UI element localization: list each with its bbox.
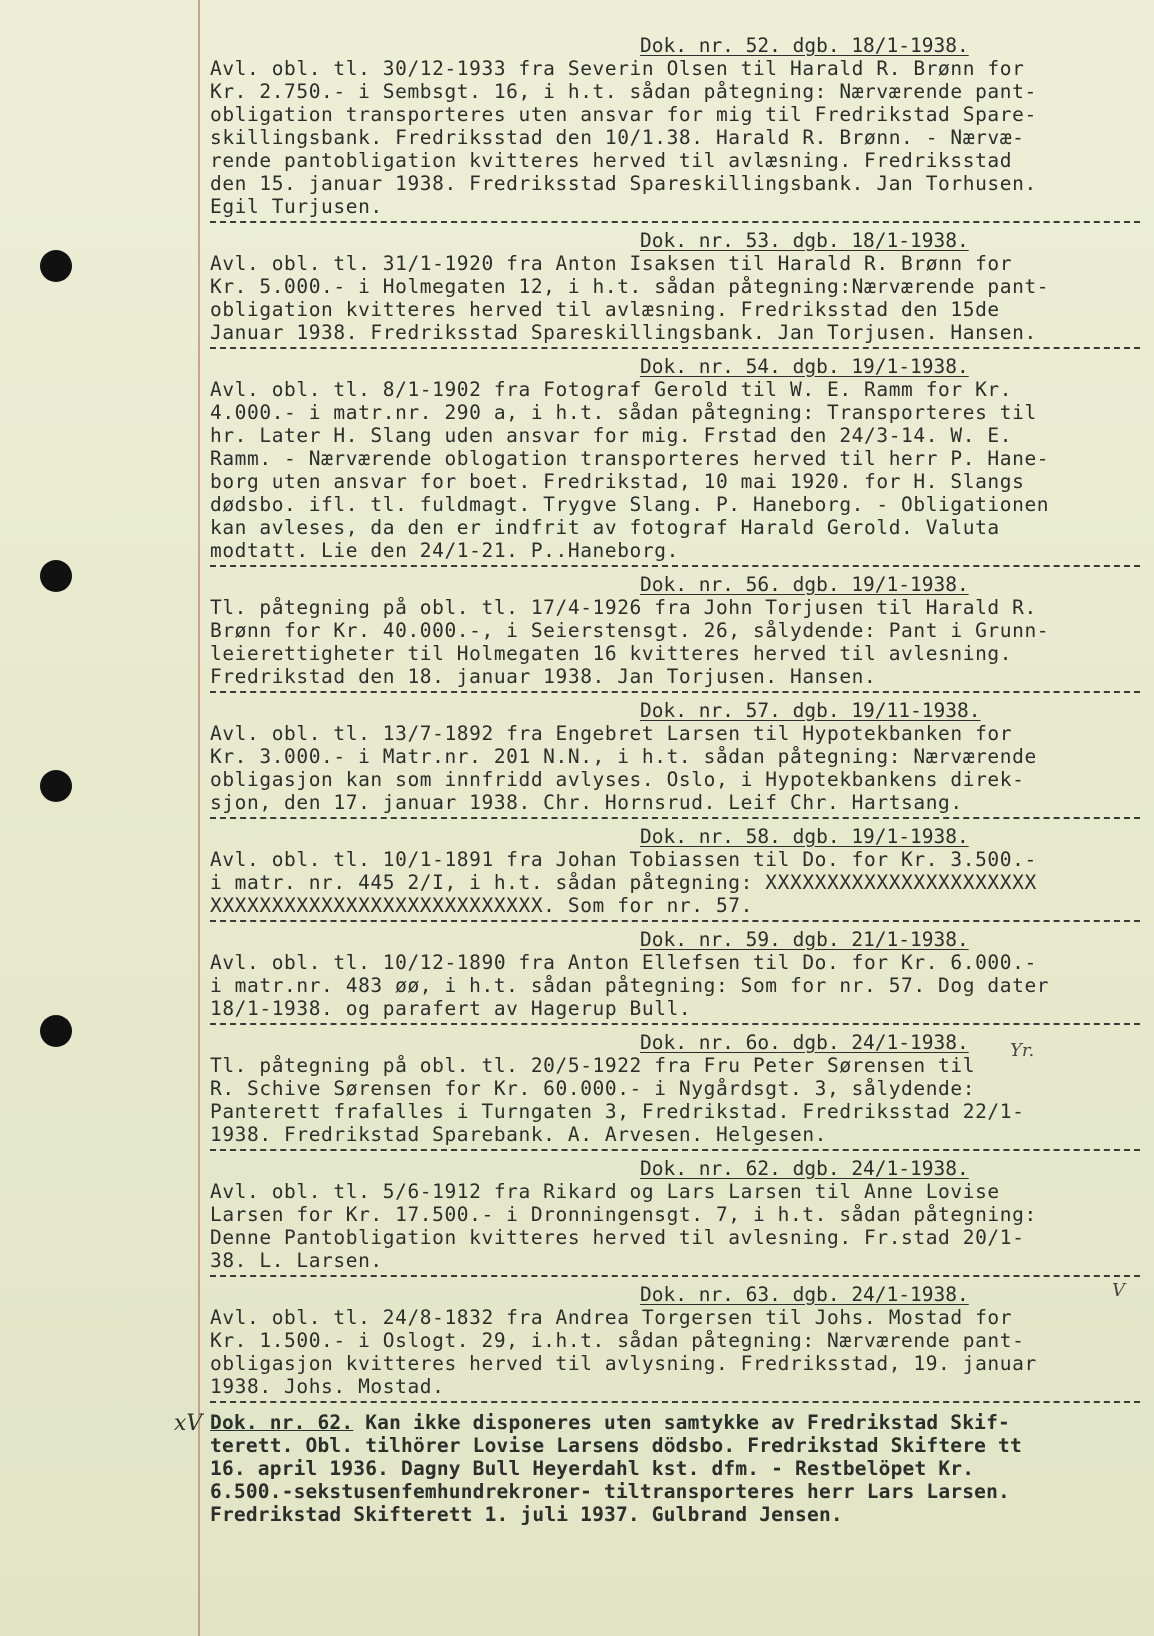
punch-hole: [40, 250, 72, 282]
entry-line: obligasjon kvitteres herved til avlysning. Fredriksstad, 19. januar: [210, 1352, 1037, 1375]
entry-line: hr. Later H. Slang uden ansvar for mig. Frstad den 24/3-14. W. E.: [210, 424, 1013, 447]
margin-line: [198, 0, 200, 1636]
ledger-entry: [210, 1157, 1140, 1277]
ledger-entry: [210, 1283, 1140, 1403]
entry-line: Avl. obl. tl. 31/1-1920 fra Anton Isaksen til Harald R. Brønn for: [210, 252, 1013, 275]
final-note-ref: Dok. nr. 62.: [210, 1411, 354, 1434]
entry-separator: [210, 1275, 1140, 1277]
entry-separator: [210, 221, 1140, 223]
entry-line: dødsbo. ifl. tl. fuldmagt. Trygve Slang. P. Haneborg. - Obligationen: [210, 493, 1050, 516]
entry-line: Avl. obl. tl. 5/6-1912 fra Rikard og Lars Larsen til Anne Lovise: [210, 1180, 1000, 1203]
entry-heading: Dok. nr. 54. dgb. 19/1-1938.: [640, 355, 969, 378]
entry-line: 18/1-1938. og parafert av Hagerup Bull.: [210, 997, 692, 1020]
entry-line: Avl. obl. tl. 13/7-1892 fra Engebret Larsen til Hypotekbanken for: [210, 722, 1013, 745]
margin-mark: xV: [174, 1411, 203, 1436]
entry-line: Kr. 2.750.- i Sembsgt. 16, i h.t. sådan påtegning: Nærværende pant-: [210, 80, 1037, 103]
margin-tick: V: [1112, 1280, 1125, 1301]
entry-line: Avl. obl. tl. 10/12-1890 fra Anton Ellefsen til Do. for Kr. 6.000.-: [210, 951, 1037, 974]
entry-heading: Dok. nr. 56. dgb. 19/1-1938.: [640, 573, 969, 596]
final-note-line: 6.500.-sekstusenfemhundrekroner- tiltransporteres herr Lars Larsen.: [210, 1480, 1010, 1503]
entry-line: Kr. 5.000.- i Holmegaten 12, i h.t. sådan påtegning:Nærværende pant-: [210, 275, 1050, 298]
entry-line: Avl. obl. tl. 30/12-1933 fra Severin Olsen til Harald R. Brønn for: [210, 57, 1025, 80]
ledger-entry: [210, 699, 1140, 819]
ledger-entry: [210, 573, 1140, 693]
entry-line: den 15. januar 1938. Fredriksstad Spareskillingsbank. Jan Torhusen.: [210, 172, 1037, 195]
entry-line: i matr.nr. 483 øø, i h.t. sådan påtegning: Som for nr. 57. Dog dater: [210, 974, 1050, 997]
margin-tick: Yr.: [1010, 1040, 1035, 1061]
entry-line: Avl. obl. tl. 10/1-1891 fra Johan Tobiassen til Do. for Kr. 3.500.-: [210, 848, 1037, 871]
entry-line: obligation kvitteres herved til avlæsning. Fredriksstad den 15de: [210, 298, 1000, 321]
entry-separator: [210, 1023, 1140, 1025]
ledger-entries: [174, 34, 1140, 1526]
entry-line: sjon, den 17. januar 1938. Chr. Hornsrud. Leif Chr. Hartsang.: [210, 791, 963, 814]
entry-line: XXXXXXXXXXXXXXXXXXXXXXXXXXX. Som for nr. 57.: [210, 894, 753, 917]
entry-line: skillingsbank. Fredriksstad den 10/1.38. Harald R. Brønn. - Nærvæ-: [210, 126, 1025, 149]
entry-line: leierettigheter til Holmegaten 16 kvitteres herved til avlesning.: [210, 642, 1013, 665]
punch-hole: [40, 560, 72, 592]
entry-line: modtatt. Lie den 24/1-21. P..Haneborg.: [210, 539, 679, 562]
entry-line: Kr. 1.500.- i Oslogt. 29, i.h.t. sådan påtegning: Nærværende pant-: [210, 1329, 1025, 1352]
final-note-line: [210, 1411, 1140, 1434]
entry-heading: Dok. nr. 52. dgb. 18/1-1938.: [640, 34, 969, 57]
ledger-entry: [210, 928, 1140, 1025]
entry-line: Fredrikstad den 18. januar 1938. Jan Torjusen. Hansen.: [210, 665, 877, 688]
entry-line: R. Schive Sørensen for Kr. 60.000.- i Nygårdsgt. 3, sålydende:: [210, 1077, 976, 1100]
entry-heading: Dok. nr. 62. dgb. 24/1-1938.: [640, 1157, 969, 1180]
entry-separator: [210, 347, 1140, 349]
ledger-entry: [210, 825, 1140, 922]
entry-line: Tl. påtegning på obl. tl. 20/5-1922 fra Fru Peter Sørensen til: [210, 1054, 976, 1077]
ledger-entry: [210, 229, 1140, 349]
entry-heading: Dok. nr. 6o. dgb. 24/1-1938.: [640, 1031, 969, 1054]
entry-line: 4.000.- i matr.nr. 290 a, i h.t. sådan påtegning: Transporteres til: [210, 401, 1037, 424]
entry-line: Brønn for Kr. 40.000.-, i Seierstensgt. 26, sålydende: Pant i Grunn-: [210, 619, 1050, 642]
entry-line: obligation transporteres uten ansvar for mig til Fredrikstad Spare-: [210, 103, 1037, 126]
entry-line: Ramm. - Nærværende oblogation transporteres herved til herr P. Hane-: [210, 447, 1050, 470]
final-note: [174, 1411, 1140, 1526]
entry-line: Tl. påtegning på obl. tl. 17/4-1926 fra John Torjusen til Harald R.: [210, 596, 1037, 619]
entry-line: Avl. obl. tl. 24/8-1832 fra Andrea Torgersen til Johs. Mostad for: [210, 1306, 1013, 1329]
entry-line: Januar 1938. Fredriksstad Spareskillingsbank. Jan Torjusen. Hansen.: [210, 321, 1037, 344]
entry-separator: [210, 1149, 1140, 1151]
punch-hole: [40, 1015, 72, 1047]
final-note-text: Kan ikke disponeres uten samtykke av Fredrikstad Skif-: [353, 1411, 1010, 1434]
final-note-line: 16. april 1936. Dagny Bull Heyerdahl kst. dfm. - Restbelöpet Kr.: [210, 1457, 975, 1480]
entry-line: rende pantobligation kvitteres herved til avlæsning. Fredriksstad: [210, 149, 1013, 172]
entry-heading: Dok. nr. 58. dgb. 19/1-1938.: [640, 825, 969, 848]
ledger-entry: [210, 1031, 1140, 1151]
entry-line: obligasjon kan som innfridd avlyses. Oslo, i Hypotekbankens direk-: [210, 768, 1025, 791]
entry-line: 38. L. Larsen.: [210, 1249, 383, 1272]
punch-hole: [40, 770, 72, 802]
entry-line: Egil Turjusen.: [210, 195, 383, 218]
entry-separator: [210, 920, 1140, 922]
entry-separator: [210, 691, 1140, 693]
entry-separator: [210, 565, 1140, 567]
entry-separator: [210, 1401, 1140, 1403]
entry-line: Panterett frafalles i Turngaten 3, Fredrikstad. Fredriksstad 22/1-: [210, 1100, 1025, 1123]
entry-heading: Dok. nr. 57. dgb. 19/11-1938.: [640, 699, 981, 722]
ledger-entry: [210, 355, 1140, 567]
entry-heading: Dok. nr. 63. dgb. 24/1-1938.: [640, 1283, 969, 1306]
entry-line: Larsen for Kr. 17.500.- i Dronningensgt. 7, i h.t. sådan påtegning:: [210, 1203, 1037, 1226]
final-note-line: Fredrikstad Skifterett 1. juli 1937. Gulbrand Jensen.: [210, 1503, 843, 1526]
entry-line: 1938. Johs. Mostad.: [210, 1375, 445, 1398]
final-note-line: terett. Obl. tilhörer Lovise Larsens dödsbo. Fredrikstad Skiftere tt: [210, 1434, 1022, 1457]
ledger-entry: [210, 34, 1140, 223]
entry-heading: Dok. nr. 53. dgb. 18/1-1938.: [640, 229, 969, 252]
entry-line: Kr. 3.000.- i Matr.nr. 201 N.N., i h.t. sådan påtegning: Nærværende: [210, 745, 1037, 768]
entry-line: Avl. obl. tl. 8/1-1902 fra Fotograf Gerold til W. E. Ramm for Kr.: [210, 378, 1013, 401]
entry-heading: Dok. nr. 59. dgb. 21/1-1938.: [640, 928, 969, 951]
entry-line: i matr. nr. 445 2/I, i h.t. sådan påtegning: XXXXXXXXXXXXXXXXXXXXXX: [210, 871, 1037, 894]
entry-line: borg uten ansvar for boet. Fredrikstad, 10 mai 1920. for H. Slangs: [210, 470, 1025, 493]
entry-line: Denne Pantobligation kvitteres herved til avlesning. Fr.stad 20/1-: [210, 1226, 1025, 1249]
entry-separator: [210, 817, 1140, 819]
entry-line: kan avleses, da den er indfrit av fotograf Harald Gerold. Valuta: [210, 516, 1000, 539]
entry-line: 1938. Fredrikstad Sparebank. A. Arvesen. Helgesen.: [210, 1123, 827, 1146]
